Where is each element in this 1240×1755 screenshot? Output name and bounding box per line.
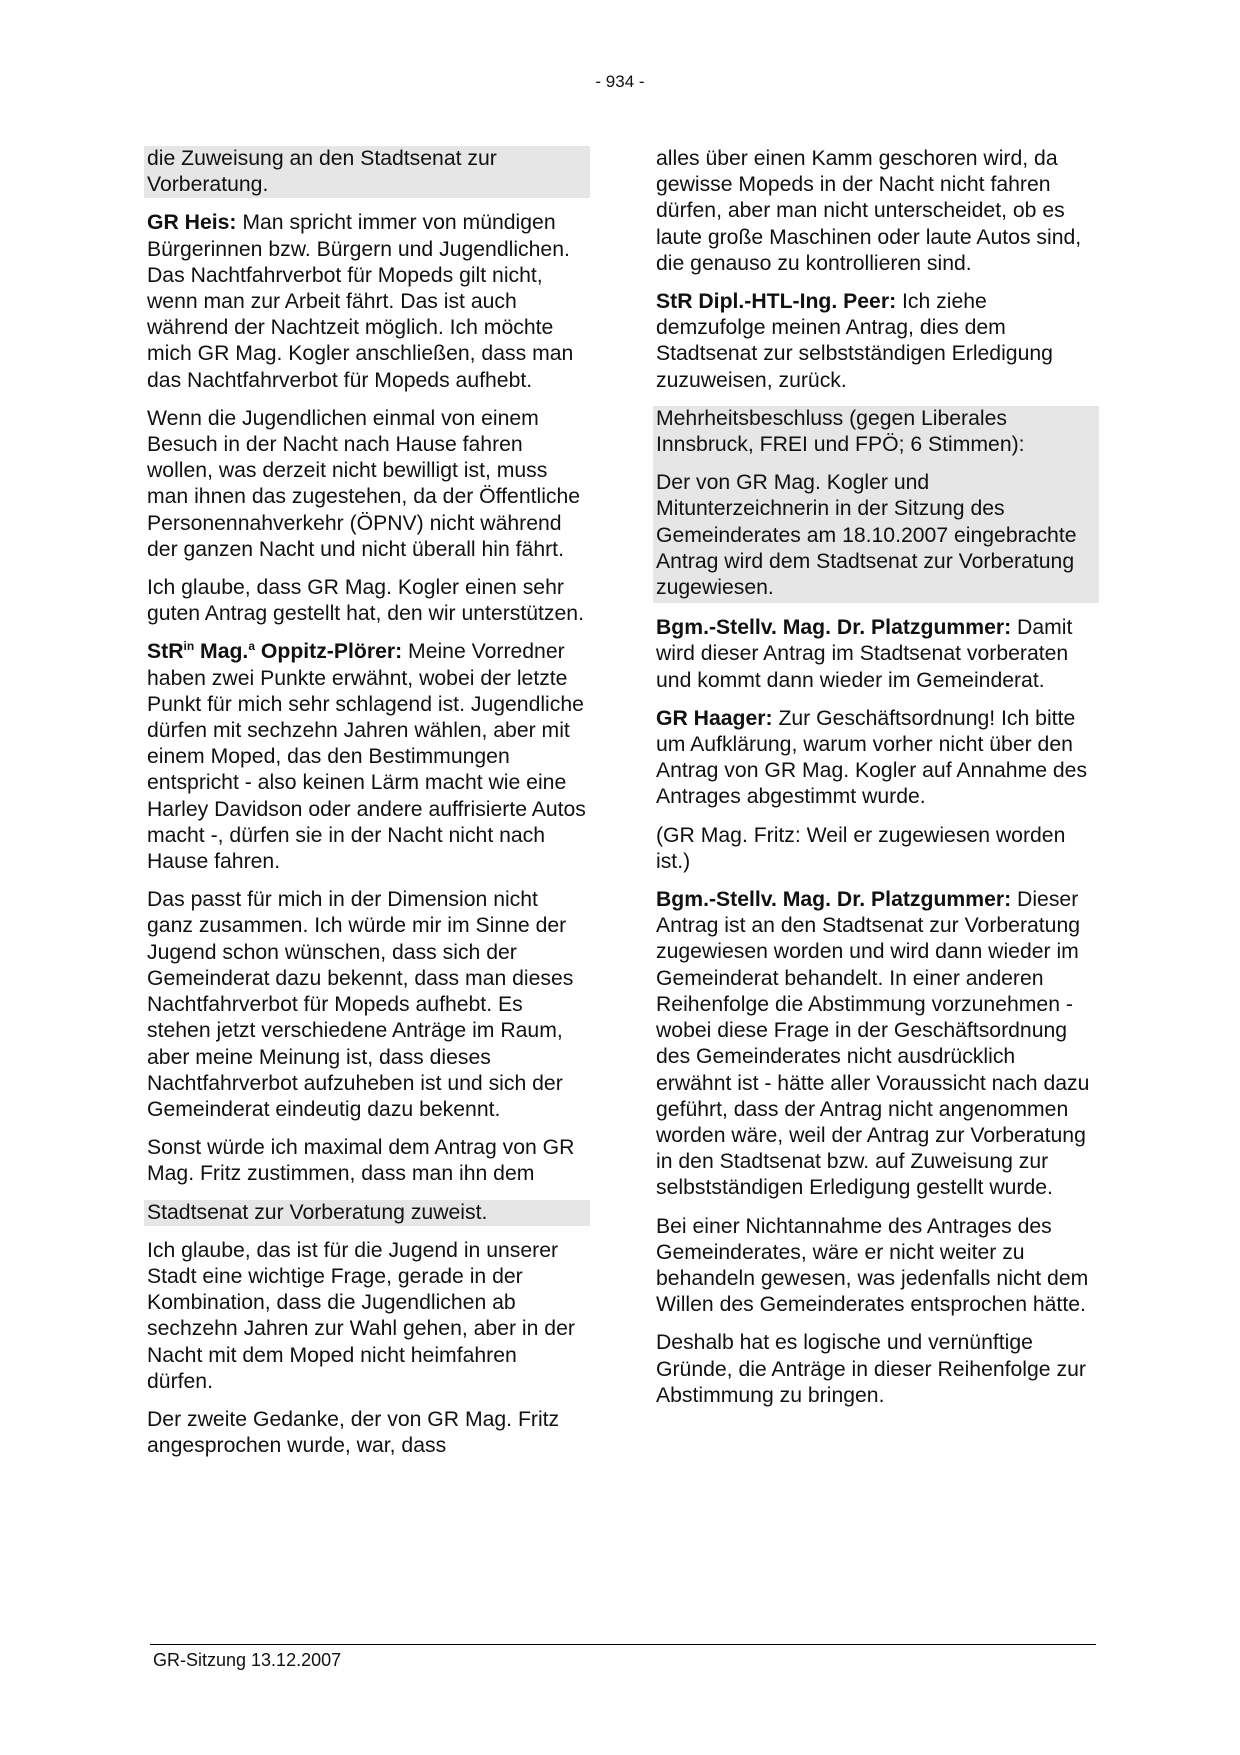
speaker-name: GR Haager:: [656, 706, 773, 730]
speech-paragraph: [656, 706, 1096, 811]
speech-paragraph: [656, 615, 1096, 694]
paragraph: alles über einen Kamm geschoren wird, da gewisse Mopeds in der Nacht nicht fahren dürfen, aber man nicht unterscheidet, ob es laute große Maschinen oder laute Autos sind, die genauso zu kontrollieren sind.: [656, 147, 1082, 275]
paragraph: Deshalb hat es logische und vernünftige Gründe, die Anträge in dieser Reihenfolge zur Abstimmung zu bringen.: [656, 1331, 1086, 1407]
paragraph: Das passt für mich in der Dimension nicht ganz zusammen. Ich würde mir im Sinne der Jugend schon wünschen, dass sich der Gemeinderat dazu bekennt, dass man dieses Nachtfahrverbot für Mopeds aufhebt. Es stehen jetzt verschiedene Anträge im Raum, aber meine Meinung ist, dass dieses Nachtfahrverbot aufzuheben ist und sich der Gemeinderat eindeutig dazu bekennt.: [147, 888, 574, 1121]
speech-paragraph: [147, 639, 587, 875]
paragraph: Sonst würde ich maximal dem Antrag von GR Mag. Fritz zustimmen, dass man ihn dem: [147, 1136, 575, 1186]
speaker-name: StR Dipl.-HTL-Ing. Peer:: [656, 290, 897, 314]
footer-text: GR-Sitzung 13.12.2007: [153, 1650, 342, 1670]
paragraph: Ich glaube, dass GR Mag. Kogler einen sehr guten Antrag gestellt hat, den wir unterstützen.: [147, 576, 584, 626]
resolution-heading: Mehrheitsbeschluss (gegen Liberales Innsbruck, FREI und FPÖ; 6 Stimmen):: [653, 406, 1099, 470]
speech-text: Dieser Antrag ist an den Stadtsenat zur Vorberatung zugewiesen worden und wird dann wieder im Gemeinderat behandelt. In einer anderen Reihenfolge die Abstimmung vorzunehmen - wobei diese Frage in der Geschäftsordnung des Gemeinderates nicht ausdrücklich erwähnt ist - hätte aller Voraussicht nach dazu geführt, dass der Antrag nicht angenommen worden wäre, weil der Antrag zur Vorberatung in den Stadtsenat bzw. auf Zuweisung zur selbstständigen Erledigung gestellt wurde.: [656, 888, 1090, 1200]
resolution-text: Der von GR Mag. Kogler und Mitunterzeichnerin in der Sitzung des Gemeinderates am 18.10.2007 eingebrachte Antrag wird dem Stadtsenat zur Vorberatung zugewiesen.: [653, 470, 1099, 603]
speech-paragraph: [656, 887, 1096, 1201]
speech-text: Man spricht immer von mündigen Bürgerinnen bzw. Bürgern und Jugendlichen. Das Nachtfahrverbot für Mopeds gilt nicht, wenn man zur Arbeit fährt. Das ist auch während der Nachtzeit möglich. Ich möchte mich GR Mag. Kogler anschließen, dass man das Nachtfahrverbot für Mopeds aufhebt.: [147, 211, 574, 392]
paragraph: Bei einer Nichtannahme des Antrages des Gemeinderates, wäre er nicht weiter zu behandeln gewesen, was jedenfalls nicht dem Willen des Gemeinderates entsprochen hätte.: [656, 1214, 1089, 1317]
footer-divider: [150, 1644, 1096, 1645]
speaker-name: GR Heis:: [147, 211, 237, 235]
speech-text: Damit wird dieser Antrag im Stadtsenat vorberaten und kommt dann wieder im Gemeinderat.: [656, 616, 1073, 692]
interjection: (GR Mag. Fritz: Weil er zugewiesen worden ist.): [656, 823, 1066, 873]
speech-text: Meine Vorredner haben zwei Punkte erwähnt, wobei der letzte Punkt für mich sehr schlagend ist. Jugendliche dürfen mit sechzehn Jahren wählen, aber mit einem Moped, das den Bestimmungen entspricht - also keinen Lärm macht wie eine Harley Davidson oder andere auffrisierte Autos macht -, dürfen sie in der Nacht nicht nach Hause fahren.: [147, 640, 586, 874]
speaker-name: Bgm.-Stellv. Mag. Dr. Platzgummer:: [656, 888, 1012, 912]
paragraph: Wenn die Jugendlichen einmal von einem Besuch in der Nacht nach Hause fahren wollen, was derzeit nicht bewilligt ist, muss man ihnen das zugestehen, da der Öffentliche Personennahverkehr (ÖPNV) nicht während der ganzen Nacht und nicht überall hin fährt.: [147, 406, 581, 561]
page-number: - 934 -: [595, 72, 645, 91]
left-column: [147, 146, 587, 1471]
speaker-name: StR$^{in}$ Mag.$^a$ Oppitz-Plörer:: [147, 639, 403, 664]
shaded-paragraph: Stadtsenat zur Vorberatung zuweist.: [144, 1200, 590, 1226]
speech-text: Zur Geschäftsordnung! Ich bitte um Aufklärung, warum vorher nicht über den Antrag von GR Mag. Kogler auf Annahme des Antrages abgestimmt wurde.: [656, 706, 1088, 809]
right-column: [656, 146, 1096, 1421]
speaker-name: Bgm.-Stellv. Mag. Dr. Platzgummer:: [656, 616, 1012, 640]
speech-text: Ich ziehe demzufolge meinen Antrag, dies dem Stadtsenat zur selbstständigen Erledigung zuzuweisen, zurück.: [656, 290, 1053, 392]
paragraph: Ich glaube, das ist für die Jugend in unserer Stadt eine wichtige Frage, gerade in der Kombination, dass die Jugendlichen ab sechzehn Jahren zur Wahl gehen, aber in der Nacht mit dem Moped nicht heimfahren dürfen.: [147, 1238, 575, 1393]
paragraph: Der zweite Gedanke, der von GR Mag. Fritz angesprochen wurde, war, dass: [147, 1407, 560, 1458]
speech-paragraph: [656, 289, 1096, 394]
speech-paragraph: [147, 210, 587, 393]
shaded-paragraph: die Zuweisung an den Stadtsenat zur Vorberatung.: [144, 146, 590, 198]
